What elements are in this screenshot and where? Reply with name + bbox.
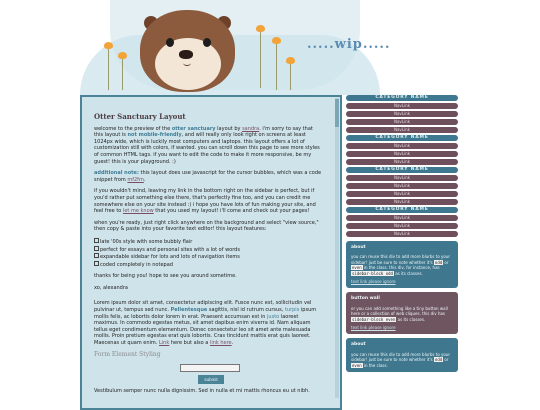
text: you can reuse this div to add more blurbs to your sidebar! just be sure to note whether it's	[351, 351, 451, 363]
text: or	[443, 357, 449, 363]
main-content-panel[interactable]	[80, 95, 342, 410]
flower-illustration	[104, 42, 113, 49]
checkbox-bullet-icon	[94, 253, 99, 258]
flower-illustration	[272, 37, 281, 44]
credit-paragraph	[94, 188, 322, 214]
flower-illustration	[256, 25, 265, 32]
sidebar-text-link[interactable]: text link please ignore	[351, 279, 396, 285]
nav-link[interactable]: NavLink	[346, 143, 458, 149]
code-snippet: even	[352, 265, 362, 271]
sidebar-block-text	[351, 306, 453, 322]
text: .	[143, 176, 146, 183]
submit-button[interactable]: submit	[198, 375, 224, 384]
list-item	[94, 253, 322, 261]
form-section-title: Form Element Styling	[94, 350, 161, 358]
nav-link[interactable]: NavLink	[346, 159, 458, 165]
text: you can reuse this div to add more blurbs to your sidebar! just be sure to note whether it's	[351, 254, 451, 265]
lorem-paragraph	[94, 300, 322, 346]
list-item-text: coded completely in notepad	[100, 261, 173, 268]
text: welcome to the preview of the	[94, 125, 172, 132]
cut-off-paragraph: Vestibulum semper nunc nulla dignissim. Sed in nulla et mi mattis rhoncus eu ut nibh.	[94, 388, 310, 395]
layout-name: otter sanctuary	[171, 125, 216, 132]
scrollbar[interactable]	[335, 98, 339, 398]
scrollbar-thumb[interactable]	[335, 99, 339, 127]
text: in the class.	[362, 362, 388, 368]
text: as its classes.	[396, 316, 426, 322]
text: as its classes.	[393, 270, 423, 276]
sidebar-block-about	[346, 241, 458, 288]
flower-stem	[122, 55, 123, 90]
sidebar-block-title: button wall	[351, 296, 380, 302]
text: if you wouldn't mind, leaving my link in the bottom right on the sidebar is perfect, but if you'd rather put something else there, that's perfectly fine too, and you can credit me somewhere else on your site instead :) i hope you have lots of fun making your site, and feel free to	[94, 188, 316, 215]
code-snippet: even	[352, 362, 362, 368]
flower-stem	[276, 40, 277, 90]
otter-nose	[179, 50, 193, 59]
site-title: .....wip.....	[307, 37, 391, 52]
inline-link[interactable]: Link	[158, 340, 170, 347]
nav-link[interactable]: NavLink	[346, 111, 458, 117]
sidebar-text-link[interactable]: text link please ignore	[351, 325, 396, 331]
flower-illustration	[286, 57, 295, 64]
text: this layout does use javascript for the cursor bubbles, which was a code snippet from	[94, 170, 322, 183]
text: here but also a	[169, 340, 210, 347]
text: that you used my layout! i'll come and check out your pages!	[153, 208, 310, 215]
otter-eye	[203, 38, 211, 47]
code-snippet: sidebar-block even	[352, 316, 396, 322]
checkbox-bullet-icon	[94, 261, 99, 266]
nav-link[interactable]: NavLink	[346, 175, 458, 181]
nav-link[interactable]: NavLink	[346, 127, 458, 133]
note-label: additional note:	[94, 170, 139, 177]
text: in the class. this div, for instance, has	[362, 265, 440, 271]
sidebar-block-about	[346, 338, 458, 372]
text: .	[231, 340, 234, 347]
nav-link[interactable]: NavLink	[346, 103, 458, 109]
intro-paragraph	[94, 126, 322, 166]
sidebar-block-title: about	[351, 245, 366, 250]
category-header: CATEGORY NAME	[346, 167, 458, 173]
source-link[interactable]: mf2fm	[127, 176, 144, 183]
content-body	[94, 114, 322, 400]
otter-eye	[166, 38, 174, 47]
text: or	[443, 259, 449, 265]
flower-illustration	[118, 52, 127, 59]
nav-link[interactable]: NavLink	[346, 215, 458, 221]
inline-link[interactable]: link here	[209, 340, 232, 347]
feature-list	[94, 238, 322, 268]
signoff-text: xo, alexandra	[94, 284, 128, 291]
text: ipsum mollis felis, ac lobortis dolor lorem in erat. Praesent accumsan est in	[94, 307, 317, 320]
let-me-know-link[interactable]: let me know	[122, 208, 154, 215]
nav-link[interactable]: NavLink	[346, 231, 458, 237]
note-paragraph	[94, 170, 322, 183]
thanks-text: thanks for being you! hope to see you around sometime.	[94, 273, 237, 280]
code-snippet: sidebar-block odd	[352, 270, 393, 276]
category-header: CATEGORY NAME	[346, 207, 458, 213]
flower-stem	[260, 28, 261, 88]
text: laoreet maximus. In commodo egestas metus, sit amet dapibus enim viverra id. Nam aliquam tellus eget condimentum elementum. Donec consectetur leo sit amet ante malesuada mollis. Proin pretium egestas erat quis lobortis. Cras tincidunt mattis erat quis laoreet. Maecenas ut quam enim.	[94, 313, 311, 347]
sidebar-block-title: about	[351, 342, 366, 348]
nav-link[interactable]: NavLink	[346, 199, 458, 205]
sidebar-block-text	[351, 352, 453, 368]
list-item-text: perfect for essays and personal sites with a lot of words	[100, 246, 240, 253]
nav-link[interactable]: NavLink	[346, 119, 458, 125]
code-snippet: odd	[434, 357, 443, 363]
text: layout by	[215, 125, 243, 132]
flower-stem	[108, 45, 109, 90]
text-input[interactable]	[180, 364, 240, 372]
not-mobile-highlight: not mobile-friendly	[127, 132, 182, 139]
text: , and will really only look right on screens at least 1024px wide, which is luckily most computers and laptops. this layout offers a lot of customization still with colors, if wanted. you can scroll down this page to see more styles of common HTML tags. if you want to edit the code to make it more responsive, be my guest! this is your playground. :)	[94, 132, 320, 165]
inline-link[interactable]: turpis	[284, 307, 300, 314]
flower-stem	[290, 60, 291, 90]
list-item	[94, 261, 322, 269]
checkbox-bullet-icon	[94, 238, 99, 243]
bold-text: Pellentesque	[170, 307, 208, 314]
sidebar-block-text	[351, 254, 453, 276]
text: . i'm sorry to say that this layout is	[94, 125, 313, 139]
text: sagittis, nisl id rutrum cursus,	[207, 307, 285, 314]
category-header: CATEGORY NAME	[346, 95, 458, 101]
author-link[interactable]: sandra	[242, 125, 260, 132]
list-item	[94, 238, 322, 246]
nav-link[interactable]: NavLink	[346, 191, 458, 197]
page-title: Otter Sanctuary Layout	[94, 112, 186, 121]
list-item-text: late '00s style with some bubbly flair	[100, 238, 193, 245]
inline-link[interactable]: justo	[267, 313, 280, 320]
checkbox-bullet-icon	[94, 246, 99, 251]
sidebar	[346, 95, 458, 376]
sidebar-block-button-wall	[346, 292, 458, 334]
nav-link[interactable]: NavLink	[346, 151, 458, 157]
otter-mouth	[183, 60, 191, 66]
category-header: CATEGORY NAME	[346, 135, 458, 141]
list-item-text: expandable sidebar for lots and lots of navigation items	[100, 254, 240, 261]
text: or you can add something like a tiny button wall here or a collection of web cliques. this div has	[351, 305, 448, 317]
nav-link[interactable]: NavLink	[346, 183, 458, 189]
text: Lorem ipsum dolor sit amet, consectetur adipiscing elit. Fusce nunc est, sollicitudin vel pulvinar ut, tempus sed nunc.	[94, 300, 312, 314]
list-item	[94, 246, 322, 254]
code-snippet: odd	[434, 259, 443, 265]
nav-link[interactable]: NavLink	[346, 223, 458, 229]
instructions-paragraph: when you're ready, just right click anywhere on the background and select "view source," then copy & paste into your favorite text editor! this layout features:	[94, 219, 319, 233]
